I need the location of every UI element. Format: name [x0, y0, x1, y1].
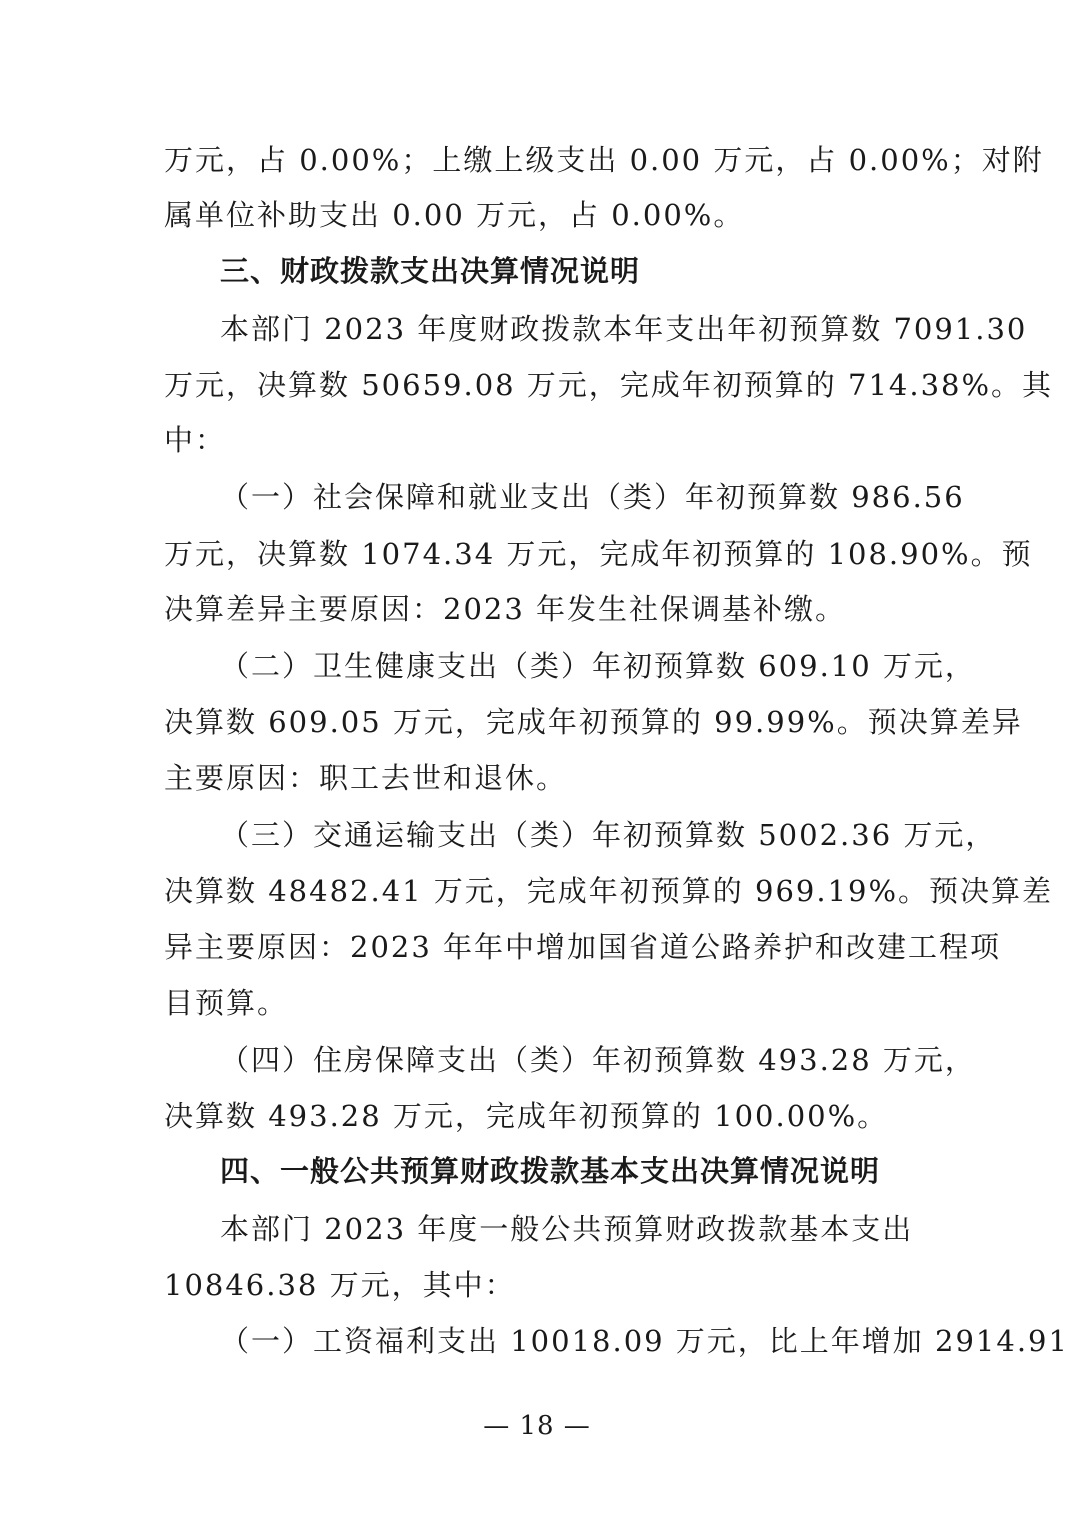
- text-line: 异主要原因：2023 年年中增加国省道公路养护和改建工程项: [164, 930, 1002, 964]
- text-line: 本部门 2023 年度财政拨款本年支出年初预算数 7091.30: [220, 312, 1028, 346]
- text-line: （四）住房保障支出（类）年初预算数 493.28 万元，: [220, 1043, 976, 1077]
- section-heading: 四、一般公共预算财政拨款基本支出决算情况说明: [220, 1154, 881, 1188]
- text-line: （三）交通运输支出（类）年初预算数 5002.36 万元，: [220, 818, 997, 852]
- text-line: 中：: [164, 423, 227, 457]
- page-number: — 18 —: [483, 1411, 591, 1441]
- text-line: 万元，占 0.00%；上缴上级支出 0.00 万元，占 0.00%；对附: [164, 143, 1044, 177]
- text-line: 本部门 2023 年度一般公共预算财政拨款基本支出: [220, 1212, 914, 1246]
- section-heading: 三、财政拨款支出决算情况说明: [220, 254, 641, 288]
- text-line: 决算数 609.05 万元，完成年初预算的 99.99%。预决算差异: [164, 705, 1023, 739]
- text-line: 决算数 48482.41 万元，完成年初预算的 969.19%。预决算差: [164, 874, 1054, 908]
- text-line: 万元，决算数 50659.08 万元，完成年初预算的 714.38%。其: [164, 368, 1054, 402]
- text-line: 10846.38 万元，其中：: [164, 1268, 516, 1302]
- text-line: （一）工资福利支出 10018.09 万元，比上年增加 2914.91: [220, 1324, 1069, 1358]
- text-line: （一）社会保障和就业支出（类）年初预算数 986.56: [220, 480, 965, 514]
- text-line: 决算差异主要原因：2023 年发生社保调基补缴。: [164, 592, 847, 626]
- text-line: 主要原因：职工去世和退休。: [164, 761, 568, 795]
- text-line: 目预算。: [164, 986, 289, 1020]
- text-line: （二）卫生健康支出（类）年初预算数 609.10 万元，: [220, 649, 976, 683]
- text-line: 决算数 493.28 万元，完成年初预算的 100.00%。: [164, 1099, 889, 1133]
- text-line: 属单位补助支出 0.00 万元，占 0.00%。: [164, 198, 745, 232]
- text-line: 万元，决算数 1074.34 万元，完成年初预算的 108.90%。预: [164, 537, 1033, 571]
